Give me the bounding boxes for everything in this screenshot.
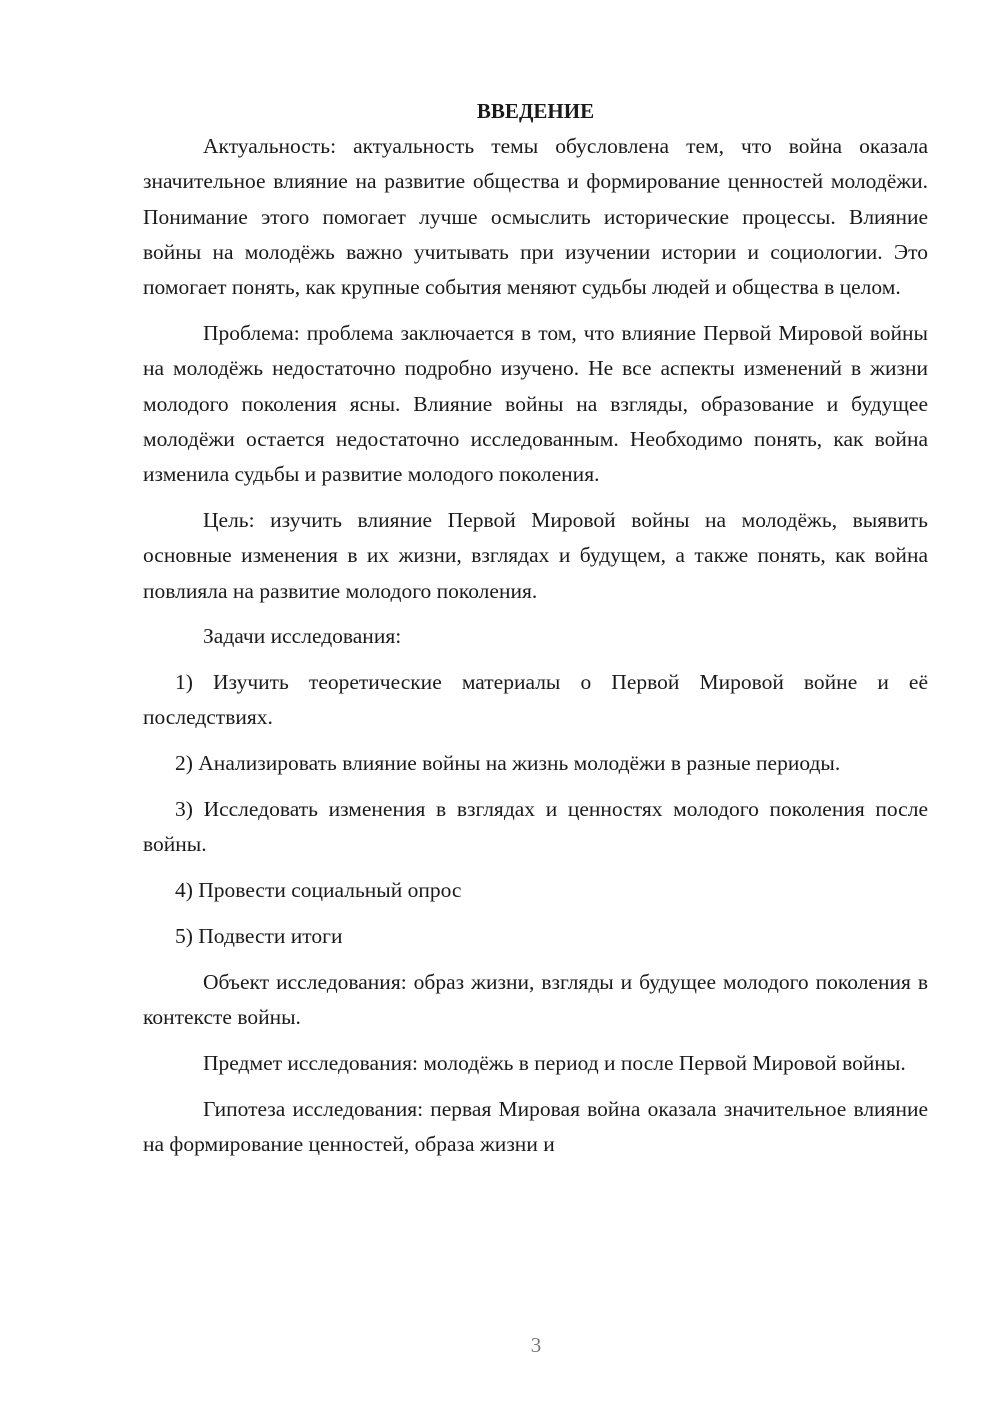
goal-paragraph: Цель: изучить влияние Первой Мировой войны на молодёжь, выявить основные изменения в их жизни, взглядах и будущем, а также понять, как война повлияла на развитие молодого поколения. xyxy=(143,507,928,603)
task-item-1: 1) Изучить теоретические материалы о Первой Мировой войне и её последствиях. xyxy=(143,670,928,730)
relevance-paragraph: Актуальность: актуальность темы обусловлена тем, что война оказала значительное влияние на развитие общества и формирование ценностей молодёжи. Понимание этого помогает лучше осмыслить исторические процессы. Влияние войны на молодёжь важно учитывать при изучении истории и социологии. Это помогает понять, как крупные события меняют судьбы людей и общества в целом. xyxy=(143,134,928,300)
task-item-2: 2) Анализировать влияние войны на жизнь молодёжи в разные периоды. xyxy=(175,751,841,776)
tasks-heading: Задачи исследования: xyxy=(203,624,402,649)
problem-paragraph: Проблема: проблема заключается в том, что влияние Первой Мировой войны на молодёжь недостаточно подробно изучено. Не все аспекты изменений в жизни молодого поколения ясны. Влияние войны на взгляды, образование и будущее молодёжи остается недостаточно исследованным. Необходимо понять, как война изменила судьбы и развитие молодого поколения. xyxy=(143,320,928,487)
task-item-4: 4) Провести социальный опрос xyxy=(175,878,462,903)
task-item-5: 5) Подвести итоги xyxy=(175,923,343,948)
object-paragraph: Объект исследования: образ жизни, взгляды и будущее молодого поколения в контексте войны. xyxy=(143,969,928,1030)
task-item-3: 3) Исследовать изменения в взглядах и ценностях молодого поколения после войны. xyxy=(143,797,928,857)
hypothesis-paragraph: Гипотеза исследования: первая Мировая война оказала значительное влияние на формирование ценностей, образа жизни и xyxy=(143,1096,928,1156)
page-title: ВВЕДЕНИЕ xyxy=(476,99,595,123)
page-number: 3 xyxy=(530,1333,542,1357)
subject-paragraph: Предмет исследования: молодёжь в период и после Первой Мировой войны. xyxy=(203,1050,906,1075)
document-page xyxy=(143,96,928,1173)
